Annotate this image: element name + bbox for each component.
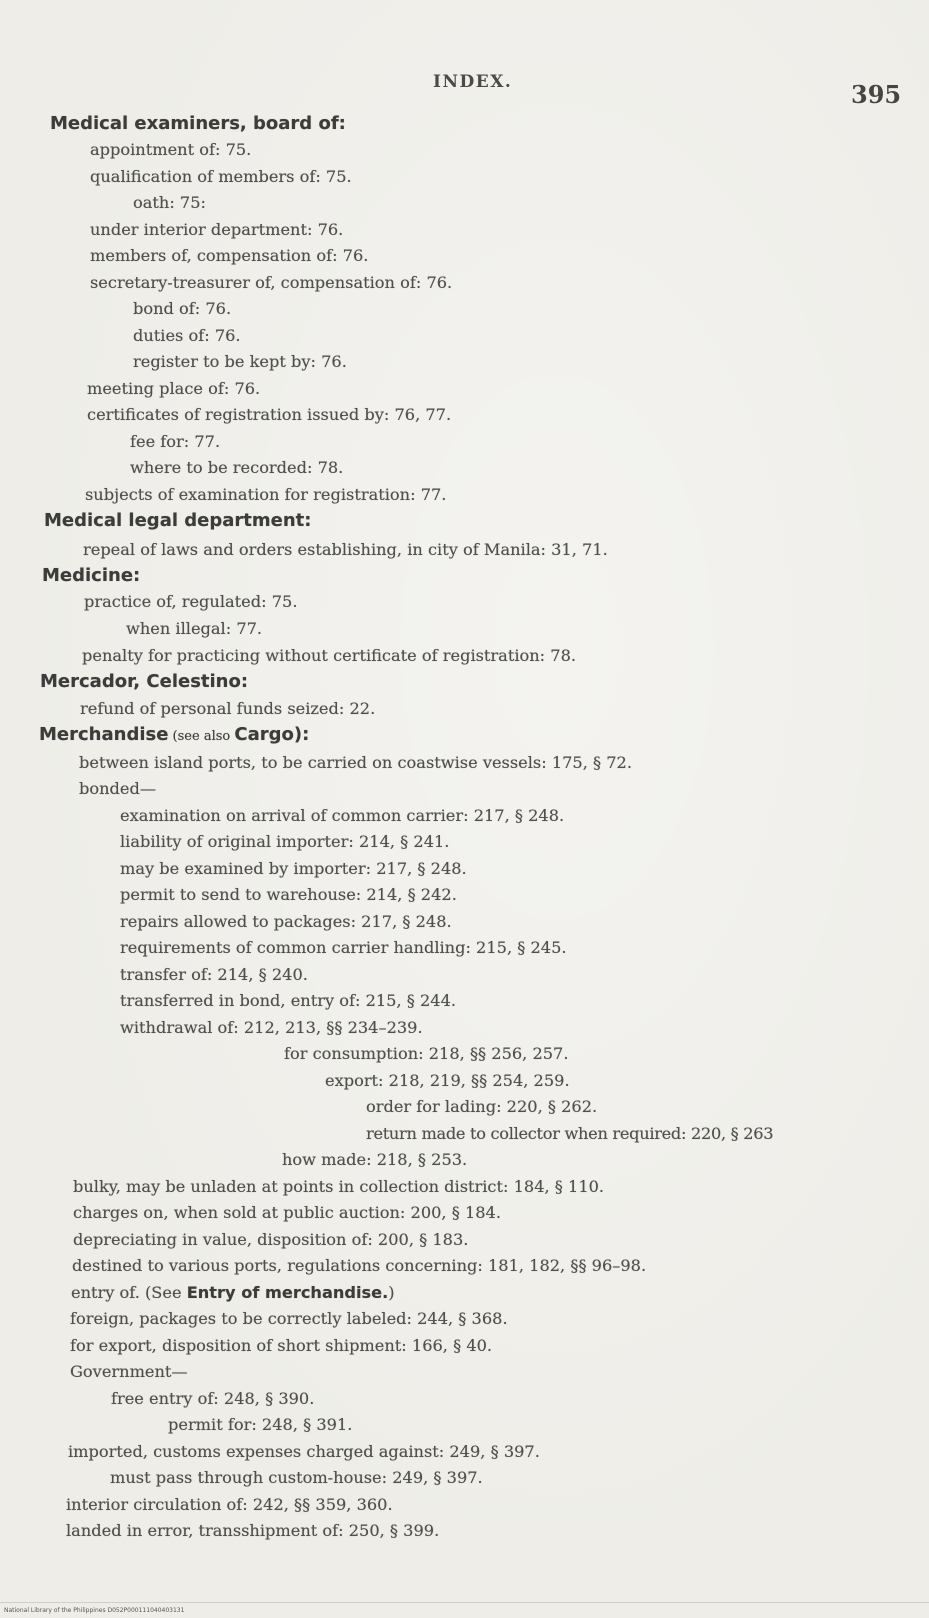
index-subentry: members of, compensation of: 76.	[90, 246, 369, 265]
index-subentry: withdrawal of: 212, 213, §§ 234–239.	[120, 1018, 423, 1037]
page-number: 395	[851, 80, 902, 109]
entry-punctuation: )	[388, 1283, 395, 1302]
index-subentry: interior circulation of: 242, §§ 359, 360.	[66, 1495, 393, 1514]
index-subentry: imported, customs expenses charged against: 249, § 397.	[68, 1442, 540, 1461]
index-subentry: repairs allowed to packages: 217, § 248.	[120, 912, 452, 931]
index-subentry: appointment of: 75.	[90, 140, 252, 159]
index-subentry: where to be recorded: 78.	[130, 458, 344, 477]
index-subentry: register to be kept by: 76.	[133, 352, 347, 371]
index-subentry: refund of personal funds seized: 22.	[80, 699, 376, 718]
entry-text: entry of. (See	[71, 1283, 187, 1302]
index-subentry: when illegal: 77.	[126, 619, 263, 638]
index-subentry: meeting place of: 76.	[87, 379, 261, 398]
index-subentry: free entry of: 248, § 390.	[111, 1389, 315, 1408]
index-subentry: foreign, packages to be correctly labeled: 244, § 368.	[70, 1309, 508, 1328]
index-subentry: export: 218, 219, §§ 254, 259.	[325, 1071, 570, 1090]
index-subentry: bond of: 76.	[133, 299, 232, 318]
index-subentry: examination on arrival of common carrier: 217, § 248.	[120, 806, 565, 825]
see-also-note: (see also	[168, 729, 235, 744]
index-subentry: practice of, regulated: 75.	[84, 592, 298, 611]
index-subentry: bulky, may be unladen at points in collection district: 184, § 110.	[73, 1177, 605, 1196]
index-subentry: duties of: 76.	[133, 326, 241, 345]
index-subentry: landed in error, transshipment of: 250, § 399.	[66, 1521, 440, 1540]
index-subentry: transferred in bond, entry of: 215, § 244.	[120, 991, 457, 1010]
index-heading-medicine: Medicine:	[42, 565, 141, 586]
index-subentry: secretary-treasurer of, compensation of: 76.	[90, 273, 453, 292]
index-subentry: permit for: 248, § 391.	[168, 1415, 353, 1434]
index-subentry: certificates of registration issued by: 76, 77.	[87, 405, 452, 424]
index-subentry: Government—	[70, 1362, 188, 1381]
index-subentry: transfer of: 214, § 240.	[120, 965, 308, 984]
index-heading-merchandise	[39, 725, 309, 747]
index-subentry: must pass through custom-house: 249, § 397.	[110, 1468, 483, 1487]
cross-reference-entry-of-merchandise: Entry of merchandise.	[186, 1283, 389, 1302]
index-subentry: depreciating in value, disposition of: 200, § 183.	[73, 1230, 469, 1249]
heading-term: Merchandise	[39, 724, 169, 745]
index-subentry-entry-of	[71, 1283, 395, 1303]
cross-reference-cargo: Cargo	[234, 724, 294, 745]
index-subentry: how made: 218, § 253.	[282, 1150, 468, 1169]
index-subentry: qualification of members of: 75.	[90, 167, 352, 186]
heading-punctuation: ):	[293, 724, 310, 745]
scan-footer-caption: National Library of the Philippines D052P000111040403131	[4, 1607, 185, 1614]
index-heading-medical-legal-department: Medical legal department:	[44, 510, 312, 531]
index-subentry: for export, disposition of short shipment: 166, § 40.	[70, 1336, 493, 1355]
running-header: INDEX.	[433, 72, 513, 92]
index-subentry: between island ports, to be carried on coastwise vessels: 175, § 72.	[79, 753, 632, 772]
index-subentry: permit to send to warehouse: 214, § 242.	[120, 885, 457, 904]
index-subentry: return made to collector when required: 220, § 263	[366, 1124, 774, 1143]
index-subentry: oath: 75:	[133, 193, 206, 212]
index-heading-mercador-celestino: Mercador, Celestino:	[40, 671, 249, 692]
index-subentry: liability of original importer: 214, § 241.	[120, 832, 450, 851]
index-heading-medical-examiners: Medical examiners, board of:	[50, 113, 346, 134]
index-subentry: repeal of laws and orders establishing, in city of Manila: 31, 71.	[83, 540, 608, 559]
index-subentry: may be examined by importer: 217, § 248.	[120, 859, 467, 878]
index-subentry: destined to various ports, regulations concerning: 181, 182, §§ 96–98.	[72, 1256, 647, 1275]
scan-bottom-edge	[0, 1602, 929, 1603]
index-subentry: penalty for practicing without certificate of registration: 78.	[82, 646, 577, 665]
index-subentry: fee for: 77.	[130, 432, 221, 451]
index-subentry: bonded—	[79, 779, 157, 798]
index-subentry: subjects of examination for registration: 77.	[85, 485, 447, 504]
index-subentry: under interior department: 76.	[90, 220, 344, 239]
index-subentry: for consumption: 218, §§ 256, 257.	[284, 1044, 569, 1063]
index-subentry: requirements of common carrier handling: 215, § 245.	[120, 938, 567, 957]
index-subentry: order for lading: 220, § 262.	[366, 1097, 598, 1116]
index-subentry: charges on, when sold at public auction: 200, § 184.	[73, 1203, 501, 1222]
